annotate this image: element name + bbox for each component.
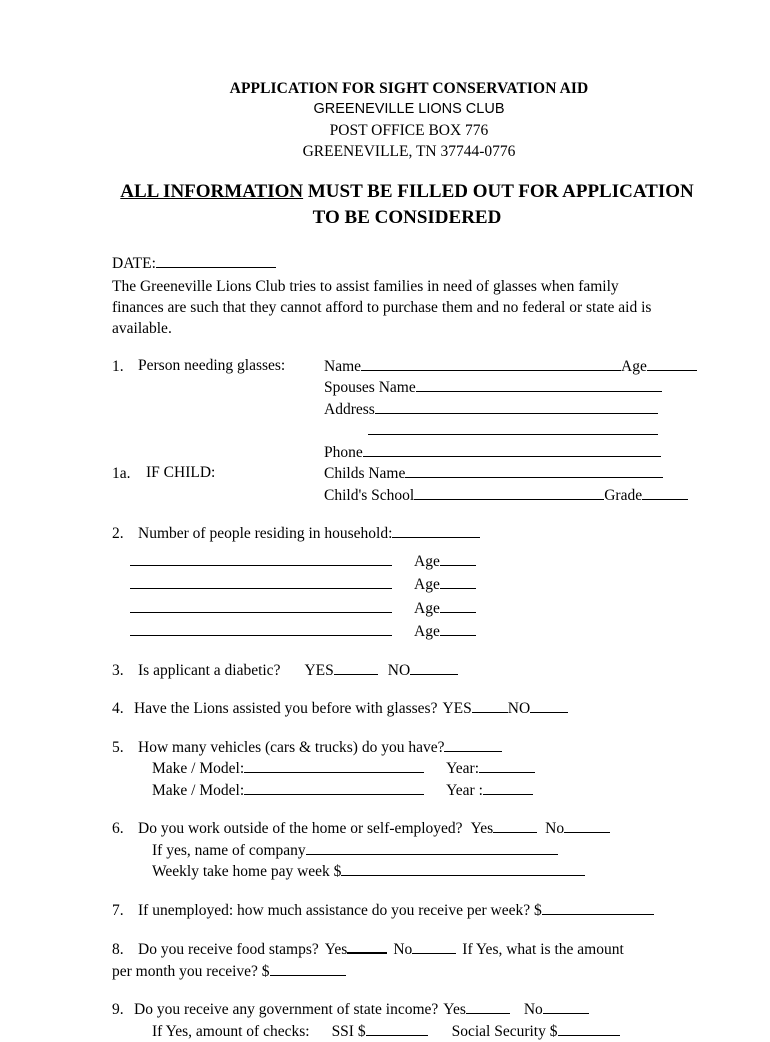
q3-row [112, 660, 706, 682]
q1a-childs-school-label: Child's School [324, 487, 414, 504]
q4-yes-label: YES [442, 700, 471, 717]
q4-no-input[interactable] [530, 698, 568, 713]
q4-no-label: NO [508, 700, 530, 717]
q4-label: Have the Lions assisted you before with glasses? [134, 700, 437, 717]
question-2 [112, 523, 706, 643]
q1a-label: IF CHILD: [146, 463, 324, 484]
q9-yes-label: Yes [443, 1001, 466, 1018]
q4-number: 4. [112, 699, 134, 720]
q1-age-input[interactable] [647, 356, 697, 371]
q1-address-row-2 [112, 420, 706, 442]
q9-label: Do you receive any government of state income? [134, 1001, 438, 1018]
notice-line-2: TO BE CONSIDERED [108, 205, 706, 231]
q9-yes-input[interactable] [466, 999, 510, 1014]
notice-block [108, 179, 706, 231]
q1-spouse-label: Spouses Name [324, 379, 416, 396]
q6-pay-input[interactable] [341, 861, 585, 876]
q1-address-label: Address [324, 401, 375, 418]
question-3 [112, 660, 706, 682]
q8-no-label: No [393, 941, 412, 958]
city-state-zip: GREENEVILLE, TN 37744-0776 [112, 141, 706, 162]
q2-person-input[interactable] [130, 598, 392, 613]
date-label: DATE: [112, 255, 156, 272]
q9-social-security-label: Social Security $ [452, 1023, 558, 1040]
q6-no-label: No [545, 820, 564, 837]
q1-name-row [112, 356, 706, 378]
question-1 [112, 356, 706, 464]
q1-address-row [112, 399, 706, 421]
organization-name: GREENEVILLE LIONS CLUB [112, 99, 706, 120]
q3-yes-input[interactable] [334, 660, 378, 675]
q8-row [112, 938, 642, 982]
question-4 [112, 698, 706, 720]
q1a-childs-name-label: Childs Name [324, 465, 405, 482]
q8-number: 8. [112, 940, 138, 961]
q6-company-label: If yes, name of company [152, 842, 306, 859]
q9-number: 9. [112, 1000, 134, 1021]
q8-yes-input[interactable] [347, 938, 387, 954]
q1-phone-input[interactable] [363, 442, 661, 457]
q9-no-input[interactable] [543, 999, 589, 1014]
q8-amount-input[interactable] [270, 961, 346, 976]
post-office-box: POST OFFICE BOX 776 [112, 120, 706, 141]
q2-person-input[interactable] [130, 574, 392, 589]
q1a-number: 1a. [112, 464, 146, 485]
q9-checks-label: If Yes, amount of checks: [152, 1023, 310, 1040]
q3-yes-label: YES [304, 662, 333, 679]
q2-age-input[interactable] [440, 551, 476, 566]
q2-person-input[interactable] [130, 621, 392, 636]
q1-address-input-2[interactable] [368, 420, 658, 435]
q6-yes-label: Yes [471, 820, 494, 837]
q5-make-model-row-2 [112, 780, 706, 802]
q2-household-row [112, 598, 706, 620]
q1-address-input[interactable] [375, 399, 658, 414]
q3-no-label: NO [388, 662, 410, 679]
q1a-childs-name-input[interactable] [405, 463, 663, 478]
q5-make-model-row-1 [112, 758, 706, 780]
q5-year-input-1[interactable] [479, 758, 535, 773]
q3-label: Is applicant a diabetic? [138, 662, 280, 679]
q1a-childs-name-row [112, 463, 706, 485]
q6-label: Do you work outside of the home or self-employed? [138, 820, 463, 837]
q1-number: 1. [112, 357, 138, 378]
q3-no-input[interactable] [410, 660, 458, 675]
q2-household-row [112, 621, 706, 643]
q6-pay-label: Weekly take home pay week $ [152, 863, 341, 880]
q9-ssi-input[interactable] [366, 1021, 428, 1036]
q6-pay-row [112, 861, 706, 883]
q1a-childs-school-input[interactable] [414, 485, 604, 500]
q5-year-label-1: Year: [446, 760, 479, 777]
q5-make-model-input-1[interactable] [244, 758, 424, 773]
date-row [112, 253, 706, 275]
q8-amount-label: If Yes, what is the amount per month you receive? $ [112, 941, 624, 980]
q2-age-label: Age [414, 576, 440, 593]
q2-age-label: Age [414, 623, 440, 640]
q6-yes-input[interactable] [493, 818, 537, 833]
q2-person-input[interactable] [130, 551, 392, 566]
question-6 [112, 818, 706, 883]
q2-count-input[interactable] [392, 523, 480, 538]
q1-phone-label: Phone [324, 444, 363, 461]
q6-company-row [112, 840, 706, 862]
q2-household-row [112, 551, 706, 573]
q6-row [112, 818, 706, 840]
question-9 [112, 999, 706, 1042]
q5-row [112, 737, 706, 759]
q9-ssi-label: SSI $ [332, 1023, 366, 1040]
q5-year-label-2: Year : [446, 782, 483, 799]
q5-number: 5. [112, 738, 138, 759]
q9-no-label: No [524, 1001, 543, 1018]
q5-count-input[interactable] [444, 737, 502, 752]
q2-household-row [112, 574, 706, 596]
q1a-childs-school-row [112, 485, 706, 507]
q5-year-input-2[interactable] [483, 780, 533, 795]
q7-amount-input[interactable] [542, 900, 654, 915]
document-title: APPLICATION FOR SIGHT CONSERVATION AID [112, 78, 706, 99]
q5-make-model-input-2[interactable] [244, 780, 424, 795]
notice-line-1 [108, 179, 706, 205]
notice-underlined: ALL INFORMATION [120, 181, 303, 202]
notice-rest: MUST BE FILLED OUT FOR APPLICATION [303, 181, 694, 202]
q1-name-input[interactable] [361, 356, 621, 371]
q5-make-model-label: Make / Model: [152, 782, 244, 799]
q1-spouse-input[interactable] [416, 377, 662, 392]
q2-label: Number of people residing in household: [138, 525, 392, 542]
q7-number: 7. [112, 901, 138, 922]
q6-number: 6. [112, 819, 138, 840]
q2-household-lines [112, 551, 706, 643]
q8-no-input[interactable] [412, 939, 456, 954]
q8-yes-label: Yes [325, 941, 348, 958]
q6-company-input[interactable] [306, 840, 558, 855]
q9-social-security-input[interactable] [558, 1021, 620, 1036]
q3-number: 3. [112, 661, 138, 682]
question-7 [112, 900, 706, 922]
q7-row [112, 900, 706, 922]
document-body [112, 253, 706, 1042]
q1-name-label: Name [324, 358, 361, 375]
q1-label: Person needing glasses: [138, 356, 324, 377]
q2-number: 2. [112, 524, 138, 545]
q2-age-label: Age [414, 553, 440, 570]
q4-row [112, 698, 706, 720]
date-input[interactable] [156, 253, 276, 268]
q1a-grade-input[interactable] [642, 485, 688, 500]
q2-row [112, 523, 706, 545]
q1-phone-row [112, 442, 706, 464]
q1a-grade-label: Grade [604, 487, 642, 504]
q6-no-input[interactable] [564, 818, 610, 833]
question-1a [112, 463, 706, 506]
intro-paragraph: The Greeneville Lions Club tries to assist families in need of glasses when family finances are such that they cannot afford to purchase them and no federal or state aid is available. [112, 276, 652, 339]
q8-label: Do you receive food stamps? [138, 941, 319, 958]
q1-age-label: Age [621, 358, 647, 375]
q7-label: If unemployed: how much assistance do you receive per week? $ [138, 902, 542, 919]
q4-yes-input[interactable] [472, 698, 508, 713]
q2-age-input[interactable] [440, 574, 476, 589]
q5-label: How many vehicles (cars & trucks) do you have? [138, 739, 444, 756]
question-8 [112, 938, 706, 982]
q2-age-label: Age [414, 600, 440, 617]
document-header [112, 78, 706, 162]
q1-spouse-row [112, 377, 706, 399]
question-5 [112, 737, 706, 802]
q2-age-input[interactable] [440, 621, 476, 636]
q5-make-model-label: Make / Model: [152, 760, 244, 777]
q9-row [112, 999, 706, 1021]
q2-age-input[interactable] [440, 598, 476, 613]
